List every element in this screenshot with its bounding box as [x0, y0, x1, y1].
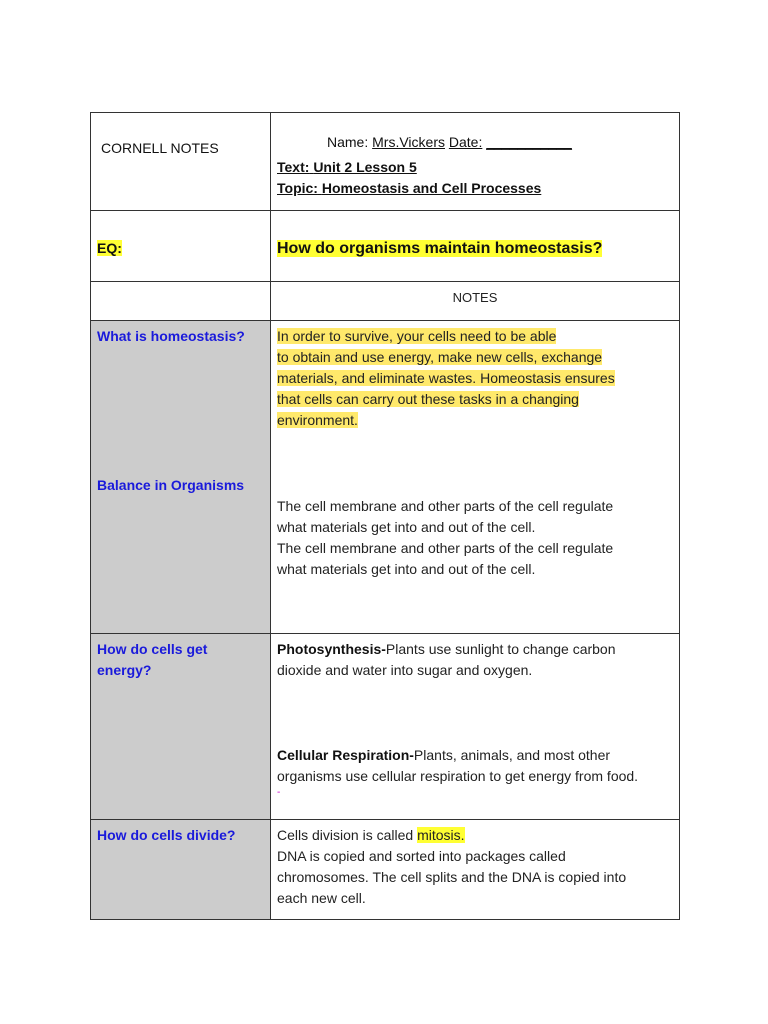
text-line	[277, 157, 673, 178]
balance-line: The cell membrane and other parts of the cell regulate	[277, 498, 614, 514]
respiration-text: Plants, animals, and most other	[413, 747, 611, 763]
cue-balance-in-organisms: Balance in Organisms	[97, 477, 245, 493]
homeostasis-line: environment.	[277, 412, 358, 428]
balance-line: what materials get into and out of the cell.	[277, 561, 536, 577]
stray-dash: -	[277, 787, 281, 798]
date-blank: ___________	[486, 134, 572, 150]
topic-label: Topic:	[277, 180, 318, 196]
balance-line: The cell membrane and other parts of the cell regulate	[277, 540, 614, 556]
homeostasis-notes-cell	[271, 321, 680, 634]
notes-heading-row	[91, 282, 680, 321]
topic-value: Homeostasis and Cell Processes	[321, 180, 542, 196]
photosynthesis-text: Plants use sunlight to change carbon	[385, 641, 616, 657]
topic-line	[277, 178, 673, 199]
divide-line4: each new cell.	[277, 890, 366, 906]
homeostasis-row	[91, 321, 680, 634]
homeostasis-cue-cell	[91, 321, 271, 634]
balance-line: what materials get into and out of the cell.	[277, 519, 536, 535]
cue-energy-line1: How do cells get	[97, 641, 208, 657]
text-label: Text:	[277, 159, 310, 175]
header-row	[91, 113, 680, 211]
photosynthesis-line2: dioxide and water into sugar and oxygen.	[277, 662, 533, 678]
cornell-notes-title: CORNELL NOTES	[101, 140, 219, 156]
divide-line2: DNA is copied and sorted into packages called	[277, 848, 566, 864]
eq-right-cell	[271, 211, 680, 282]
cue-how-do-cells-divide: How do cells divide?	[97, 827, 236, 843]
homeostasis-line: materials, and eliminate wastes. Homeostasis ensures	[277, 370, 615, 386]
cornell-notes-table	[90, 112, 680, 920]
divide-line1	[277, 825, 673, 846]
respiration-line1	[277, 745, 673, 766]
energy-row	[91, 634, 680, 820]
respiration-term: Cellular Respiration-	[277, 747, 414, 763]
divide-line3: chromosomes. The cell splits and the DNA is copied into	[277, 869, 627, 885]
divide-notes-cell	[271, 820, 680, 920]
header-left-cell	[91, 113, 271, 211]
eq-label: EQ:	[97, 240, 122, 256]
homeostasis-line: to obtain and use energy, make new cells, exchange	[277, 349, 603, 365]
header-right-cell	[271, 113, 680, 211]
homeostasis-line: In order to survive, your cells need to be able	[277, 328, 557, 344]
divide-line1-pre: Cells division is called	[277, 827, 418, 843]
date-label: Date:	[448, 134, 483, 150]
respiration-line2: organisms use cellular respiration to get energy from food.	[277, 768, 639, 784]
name-value: Mrs.Vickers	[372, 134, 445, 150]
balance-text	[277, 496, 673, 580]
notes-heading: NOTES	[452, 290, 498, 305]
divide-row	[91, 820, 680, 920]
photosynthesis-term: Photosynthesis-	[277, 641, 386, 657]
mitosis-term: mitosis.	[417, 827, 465, 843]
energy-notes-cell	[271, 634, 680, 820]
notes-heading-left-cell	[91, 282, 271, 321]
eq-question: How do organisms maintain homeostasis?	[277, 240, 603, 257]
homeostasis-line: that cells can carry out these tasks in a changing	[277, 391, 579, 407]
notes-heading-cell	[271, 282, 680, 321]
text-value: Unit 2 Lesson 5	[313, 159, 417, 175]
energy-cue-cell	[91, 634, 271, 820]
eq-row	[91, 211, 680, 282]
cue-what-is-homeostasis: What is homeostasis?	[97, 328, 245, 344]
eq-left-cell	[91, 211, 271, 282]
homeostasis-text	[277, 326, 673, 431]
name-label: Name:	[327, 134, 369, 150]
name-date-line	[277, 132, 673, 153]
photosynthesis-line1	[277, 639, 673, 660]
divide-cue-cell	[91, 820, 271, 920]
cue-energy-line2: energy?	[97, 662, 152, 678]
